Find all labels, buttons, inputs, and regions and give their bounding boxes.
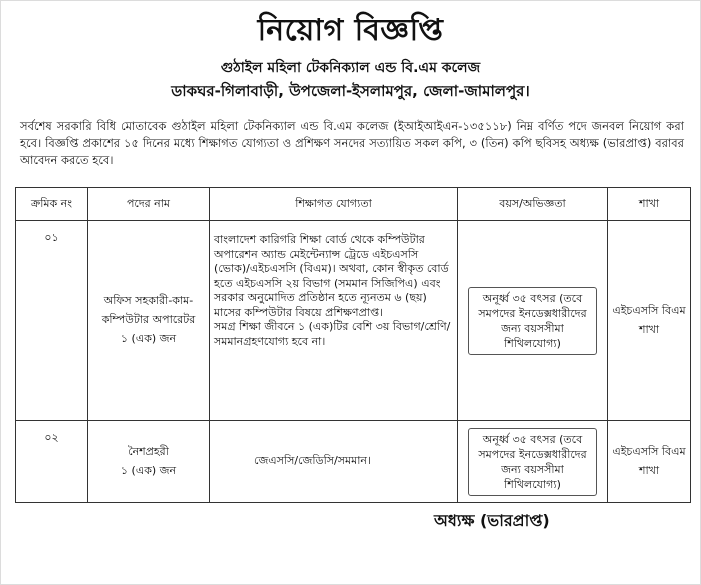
- institution-name: গুঠাইল মহিলা টেকনিক্যাল এন্ড বি.এম কলেজ: [220, 60, 481, 76]
- row-post: [88, 221, 210, 421]
- row-age: [458, 421, 608, 503]
- qualification-text: বাংলাদেশ কারিগরি শিক্ষা বোর্ড থেকে কম্পিউটার অপারেশন অ্যান্ড মেইন্টেন্যান্স ট্রেডে এইচএসসি (ভোক)/এইচএসসি (বিএম)। অথবা, কোন স্বীকৃত বোর্ড হতে এইচএসসি ২য় বিভাগ (সমমান সিজিপিএ) এবং সরকার অনুমোদিত প্রতিষ্ঠান হতে ন্যূনতম ৬ (ছয়) মাসের কম্পিউটার বিষয়ে প্রশিক্ষণপ্রাপ্ত।: [214, 233, 449, 319]
- table-row: [16, 421, 691, 503]
- row-branch: এইচএসসি বিএম শাখা: [608, 221, 691, 421]
- table-header-row: [16, 188, 691, 221]
- header-age: বয়স/অভিজ্ঞতা: [458, 188, 608, 221]
- header-qualification: শিক্ষাগত যোগ্যতা: [210, 188, 458, 221]
- row-qualification: জেএসসি/জেডিসি/সমমান।: [210, 421, 458, 503]
- row-post: [88, 421, 210, 503]
- qualification-note: সমগ্র শিক্ষা জীবনে ১ (এক)টির বেশি ৩য় বিভাগ/শ্রেণি/সমমানগ্রহণযোগ্য হবে না।: [214, 320, 451, 348]
- header-serial: ক্রমিক নং: [16, 188, 88, 221]
- signature: অধ্যক্ষ (ভারপ্রাপ্ত): [434, 511, 550, 530]
- row-qualification: [210, 221, 458, 421]
- age-box: অনূর্ধ্ব ৩৫ বৎসর (তবে সমপদের ইনডেক্সধারীদের জন্য বয়সসীমা শিথিলযোগ্য): [468, 428, 597, 496]
- age-box: অনূর্ধ্ব ৩৫ বৎসর (তবে সমপদের ইনডেক্সধারীদের জন্য বয়সসীমা শিথিলযোগ্য): [468, 287, 597, 355]
- header-branch: শাখা: [608, 188, 691, 221]
- row-branch: এইচএসসি বিএম শাখা: [608, 421, 691, 503]
- institution-address: ডাকঘর-গিলাবাড়ী, উপজেলা-ইসলামপুর, জেলা-জামালপুর।: [171, 82, 530, 100]
- post-name: অফিস সহকারী-কাম-কম্পিউটার অপারেটর: [101, 294, 196, 326]
- post-count: ১ (এক) জন: [120, 332, 177, 345]
- header-post: পদের নাম: [88, 188, 210, 221]
- row-serial: ০২: [16, 421, 88, 503]
- intro-paragraph: সর্বশেষ সরকারি বিধি মোতাবেক গুঠাইল মহিলা টেকনিক্যাল এন্ড বি.এম কলেজ (ইআইআইএন-১৩৫১১৮) নিম্ন বর্ণিত পদে জনবল নিয়োগ করা হবে। বিজ্ঞপ্তি প্রকাশের ১৫ দিনের মধ্যে শিক্ষাগত যোগ্যতা ও প্রশিক্ষণ সনদের সত্যায়িত সকল কপি, ৩ (তিন) কপি ছবিসহ অধ্যক্ষ (ভারপ্রাপ্ত) বরাবর আবেদন করতে হবে।: [20, 119, 684, 167]
- row-serial: ০১: [16, 221, 88, 421]
- post-count: ১ (এক) জন: [120, 463, 177, 477]
- posts-table: [15, 187, 691, 503]
- table-row: [16, 221, 691, 421]
- notice-title: নিয়োগ বিজ্ঞপ্তি: [257, 13, 444, 48]
- row-age: [458, 221, 608, 421]
- post-name: নৈশপ্রহরী: [128, 444, 169, 458]
